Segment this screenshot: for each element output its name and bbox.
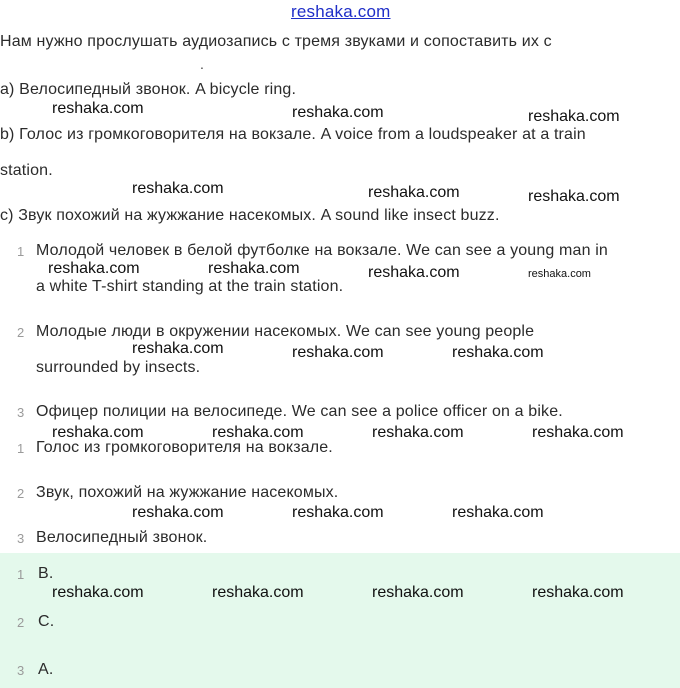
picture-2-line1: Молодые люди в окружении насекомых. We can see young people (36, 323, 535, 340)
option-a: a) Велосипедный звонок. A bicycle ring. (0, 81, 297, 98)
picture-1-line1: Молодой человек в белой футболке на вокзале. We can see a young man in (36, 242, 608, 259)
picture-3-line1: Офицер полиции на велосипеде. We can see a police officer on a bike. (36, 403, 563, 420)
watermark: reshaka.com (52, 584, 144, 601)
answer-2: C. (38, 613, 55, 630)
option-c: c) Звук похожий на жужжание насекомых. A sound like insect buzz. (0, 207, 500, 224)
intro-dot: . (200, 56, 204, 72)
watermark: reshaka.com (532, 584, 624, 601)
watermark: reshaka.com (292, 344, 384, 361)
watermark: reshaka.com (452, 504, 544, 521)
watermark: reshaka.com (528, 108, 620, 125)
intro-text: Нам нужно прослушать аудиозапись с тремя звуками и сопоставить их с (0, 33, 552, 50)
watermark: reshaka.com (212, 424, 304, 441)
answers-panel (0, 553, 680, 688)
watermark: reshaka.com (372, 584, 464, 601)
option-b-line2: station. (0, 162, 53, 179)
match-number: 2 (17, 486, 25, 501)
watermark: reshaka.com (52, 100, 144, 117)
site-link[interactable]: reshaka.com (291, 2, 391, 21)
picture-number: 3 (17, 405, 25, 420)
watermark: reshaka.com (48, 260, 140, 277)
answer-number: 1 (17, 567, 25, 582)
match-2: Звук, похожий на жужжание насекомых. (36, 484, 339, 501)
watermark: reshaka.com (372, 424, 464, 441)
watermark: reshaka.com (212, 584, 304, 601)
answer-number: 3 (17, 663, 25, 678)
watermark: reshaka.com (368, 184, 460, 201)
match-number: 3 (17, 531, 25, 546)
watermark: reshaka.com (52, 424, 144, 441)
watermark: reshaka.com (452, 344, 544, 361)
watermark: reshaka.com (132, 340, 224, 357)
watermark: reshaka.com (132, 180, 224, 197)
answer-number: 2 (17, 615, 25, 630)
watermark: reshaka.com (292, 504, 384, 521)
picture-number: 1 (17, 244, 25, 259)
watermark: reshaka.com (528, 268, 591, 280)
watermark: reshaka.com (208, 260, 300, 277)
watermark: reshaka.com (368, 264, 460, 281)
answer-3: A. (38, 661, 54, 678)
match-number: 1 (17, 441, 25, 456)
match-1: Голос из громкоговорителя на вокзале. (36, 439, 333, 456)
watermark: reshaka.com (292, 104, 384, 121)
picture-1-line2: a white T-shirt standing at the train station. (36, 278, 344, 295)
watermark: reshaka.com (528, 188, 620, 205)
watermark: reshaka.com (532, 424, 624, 441)
match-3: Велосипедный звонок. (36, 529, 208, 546)
picture-2-line2: surrounded by insects. (36, 359, 201, 376)
picture-number: 2 (17, 325, 25, 340)
watermark: reshaka.com (132, 504, 224, 521)
option-b-line1: b) Голос из громкоговорителя на вокзале. A voice from a loudspeaker at a train (0, 126, 586, 143)
answer-1: B. (38, 565, 54, 582)
